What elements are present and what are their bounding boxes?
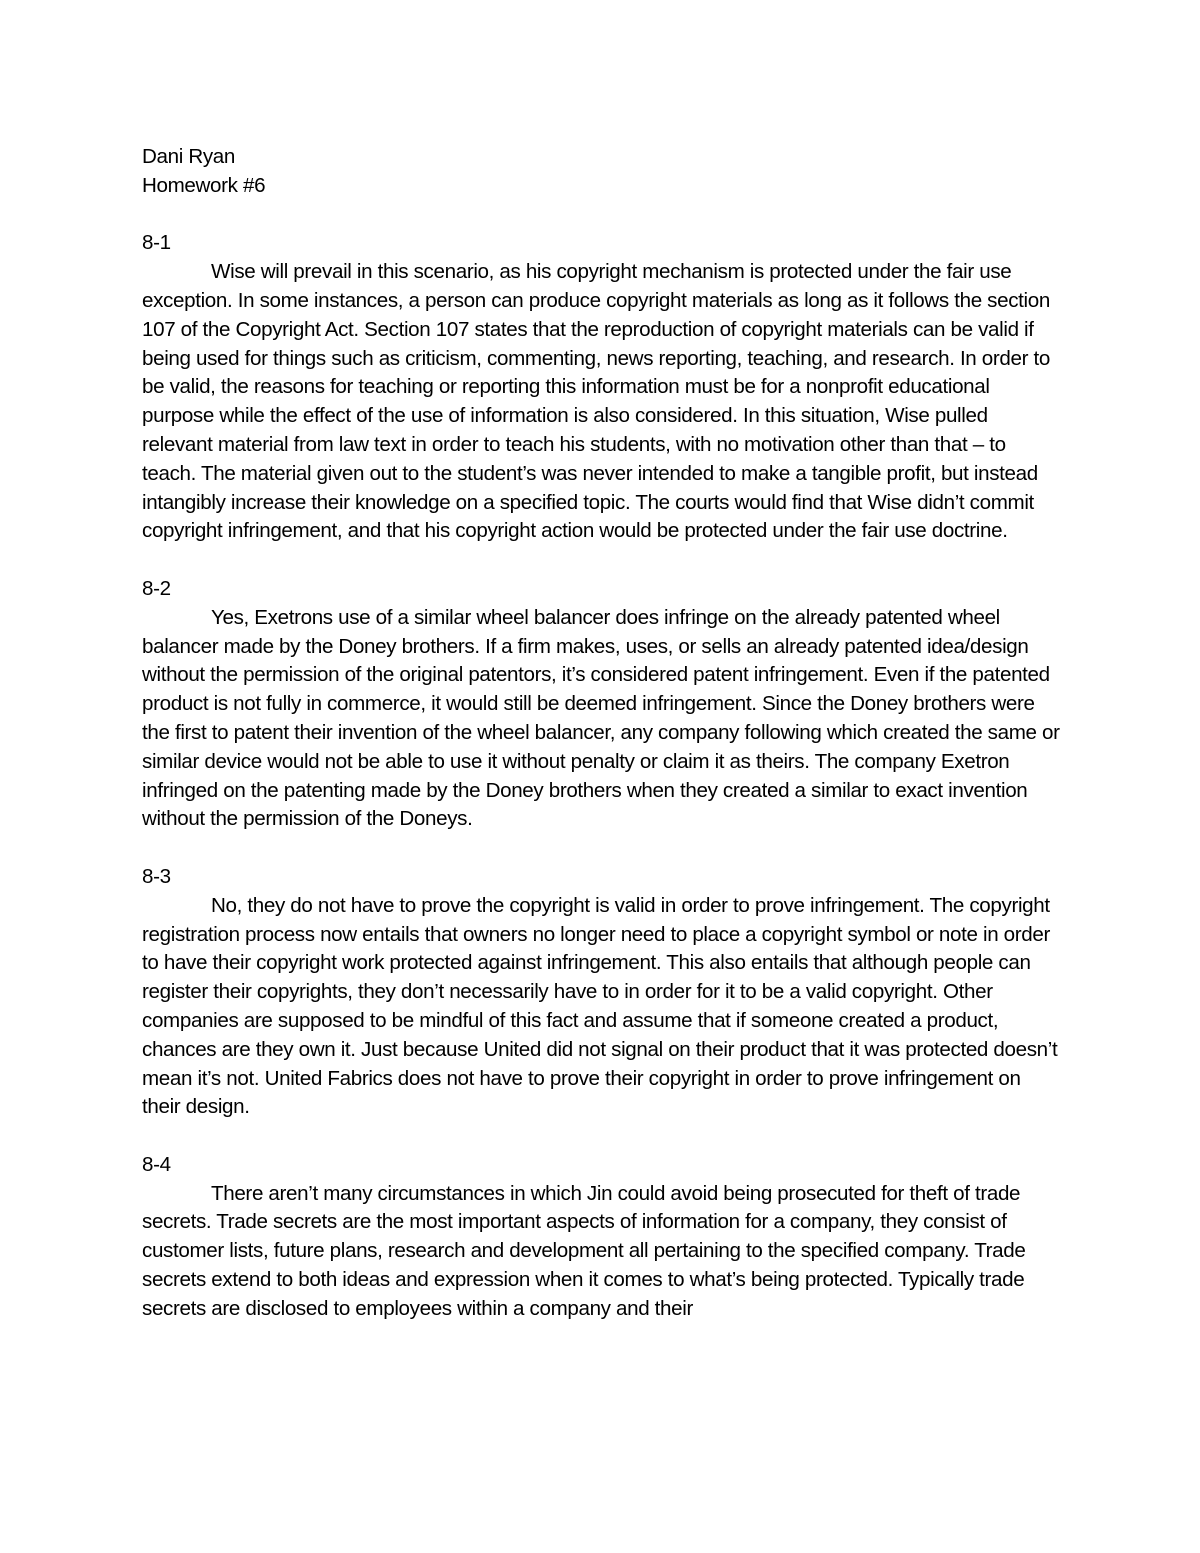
document-body xyxy=(142,143,1062,1324)
section-number-8-4: 8-4 xyxy=(142,1152,171,1176)
section-number-8-2: 8-2 xyxy=(142,576,171,600)
section-answer-8-4: There aren’t many circumstances in which Jin could avoid being prosecuted for theft of trade secrets. Trade secrets are the most important aspects of information for a company, they consist of customer lists, future plans, research and development all pertaining to the specified company. Trade secrets extend to both ideas and expression when it comes to what’s being protected. Typically trade secrets are disclosed to employees within a company and their xyxy=(142,1181,1026,1320)
author-name: Dani Ryan xyxy=(142,145,236,168)
spacer xyxy=(142,201,1062,230)
section-answer-8-3: No, they do not have to prove the copyright is valid in order to prove infringement. The copyright registration process now entails that owners no longer need to place a copyright symbol or note in order to have their copyright work protected against infringement. This also entails that although people can register their copyrights, they don’t necessarily have to in order for it to be a valid copyright. Other companies are supposed to be mindful of this fact and assume that if someone created a product, chances are they own it. Just because United did not signal on their product that it was protected doesn’t mean it’s not. United Fabrics does not have to prove their copyright in order to prove infringement on their design. xyxy=(142,893,1058,1119)
assignment-title: Homework #6 xyxy=(142,173,266,197)
section-number-8-3: 8-3 xyxy=(142,864,171,888)
spacer xyxy=(142,1122,1062,1151)
section-answer-8-2: Yes, Exetrons use of a similar wheel balancer does infringe on the already patented wheel balancer made by the Doney brothers. If a firm makes, uses, or sells an already patented idea/design without the permission of the original patentors, it’s considered patent infringement. Even if the patented product is not fully in commerce, it would still be deemed infringement. Since the Doney brothers were the first to patent their invention of the wheel balancer, any company following which created the same or similar device would not be able to use it without penalty or claim it as theirs. The company Exetron infringed on the patenting made by the Doney brothers when they created a similar to exact invention without the permission of the Doneys. xyxy=(142,605,1060,831)
section-answer-8-1: Wise will prevail in this scenario, as his copyright mechanism is protected under the fair use exception. In some instances, a person can produce copyright materials as long as it follows the section 107 of the Copyright Act. Section 107 states that the reproduction of copyright materials can be valid if being used for things such as criticism, commenting, news reporting, teaching, and research. In order to be valid, the reasons for teaching or reporting this information must be for a nonprofit educational purpose while the effect of the use of information is also considered. In this situation, Wise pulled relevant material from law text in order to teach his students, with no motivation other than that – to teach. The material given out to the student’s was never intended to make a tangible profit, but instead intangibly increase their knowledge on a specified topic. The courts would find that Wise didn’t commit copyright infringement, and that his copyright action would be protected under the fair use doctrine. xyxy=(142,260,1050,543)
spacer xyxy=(142,546,1062,575)
spacer xyxy=(142,834,1062,863)
section-number-8-1: 8-1 xyxy=(142,231,171,255)
